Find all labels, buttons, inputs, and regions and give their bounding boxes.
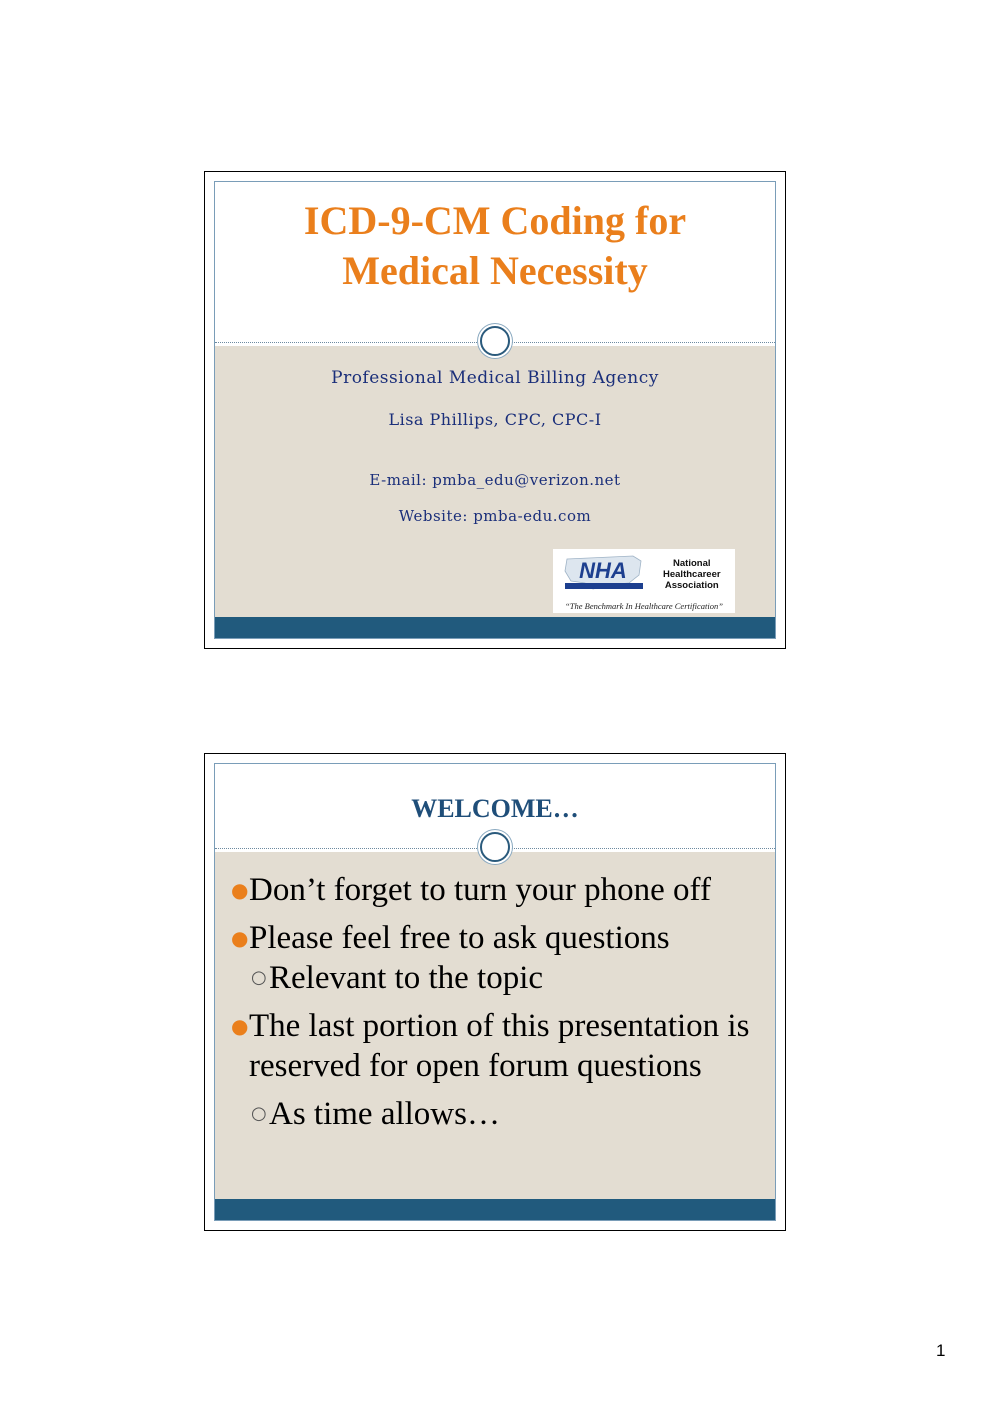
email-text: E-mail: pmba_edu@verizon.net (369, 471, 621, 489)
org-line-1: National (673, 558, 711, 569)
bullet-dot-icon: ● (231, 1014, 249, 1038)
bullet-ring-icon: ○ (251, 1103, 267, 1124)
slide-2-title: WELCOME… (411, 794, 579, 823)
bullet-item (229, 918, 765, 958)
slide-2 (204, 753, 786, 1231)
bullet-item (229, 870, 765, 910)
page-number: 1 (936, 1341, 946, 1360)
presenter-name: Lisa Phillips, CPC, CPC-I (388, 410, 602, 429)
divider-circle-icon (480, 326, 510, 356)
title-line-2: Medical Necessity (342, 248, 648, 293)
slide-1-title-area (215, 182, 775, 342)
agency-name: Professional Medical Billing Agency (331, 368, 659, 388)
bullet-ring-icon: ○ (251, 967, 267, 988)
slide-1-frame (214, 181, 776, 639)
bullet-text: Don’t forget to turn your phone off (249, 872, 711, 908)
slide-1 (204, 171, 786, 649)
title-line-1: ICD-9-CM Coding for (303, 198, 687, 243)
nha-tagline: “The Benchmark In Healthcare Certification” (565, 601, 723, 611)
org-line-3: Association (664, 580, 719, 591)
nha-map-logo-icon (563, 553, 645, 591)
sub-bullet-item (229, 1094, 765, 1134)
bullet-list (229, 870, 765, 1142)
divider-circle-icon (480, 832, 510, 862)
org-line-2: Healthcareer (663, 569, 721, 580)
svg-text:NHA: NHA (579, 558, 627, 583)
bullet-dot-icon: ● (231, 878, 249, 902)
bullet-item (229, 1006, 765, 1086)
nha-logo (553, 549, 735, 613)
nha-org-name (663, 558, 721, 591)
slide-1-footer-bar (215, 617, 775, 638)
bullet-text: Please feel free to ask questions (249, 920, 670, 956)
website-text: Website: pmba-edu.com (398, 507, 592, 525)
bullet-text: The last portion of this presentation is reserved for open forum questions (249, 1008, 750, 1084)
sub-bullet-text: As time allows… (269, 1096, 500, 1132)
slide-2-footer-bar (215, 1199, 775, 1220)
bullet-dot-icon: ● (231, 926, 249, 950)
sub-bullet-text: Relevant to the topic (269, 960, 544, 996)
sub-bullet-item (229, 958, 765, 998)
slide-2-frame (214, 763, 776, 1221)
slide-1-title (215, 196, 775, 296)
